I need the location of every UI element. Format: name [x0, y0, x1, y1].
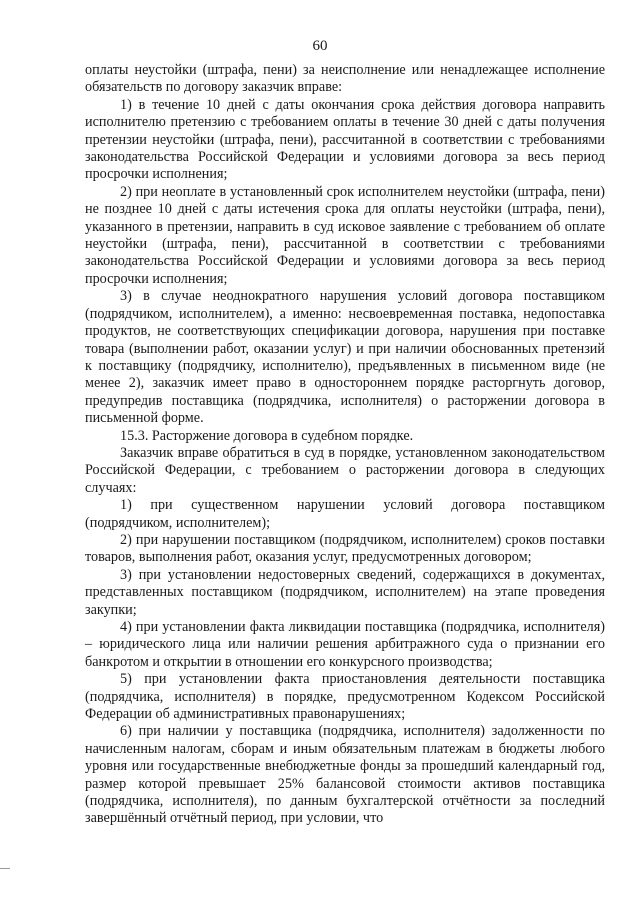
paragraph-case-6: 6) при наличии у поставщика (подрядчика, исполнителя) задолженности по начисленным налогам, сборам и иным обязательным платежам в бюджеты любого уровня или государственные внебюджетные фонды за прошедший календарный год, размер которой превышает 25% балансовой стоимости активов поставщика (подрядчика, исполнителя), по данным бухгалтерской отчётности за последний завершённый отчётный период, при условии, что: [85, 723, 605, 827]
paragraph-court-intro: Заказчик вправе обратиться в суд в порядке, установленном законодательством Российской Федерации, с требованием о расторжении договора в следующих случаях:: [85, 444, 605, 496]
paragraph-case-2: 2) при нарушении поставщиком (подрядчиком, исполнителем) сроков поставки товаров, выполнения работ, оказания услуг, предусмотренных договором;: [85, 531, 605, 566]
paragraph-case-5: 5) при установлении факта приостановления деятельности поставщика (подрядчика, исполнителя) в порядке, предусмотренном Кодексом Российской Федерации об административных правонарушениях;: [85, 671, 605, 723]
paragraph-case-1: 1) при существенном нарушении условий договора поставщиком (подрядчиком, исполнителем);: [85, 497, 605, 531]
page-number: 60: [312, 38, 328, 54]
paragraph-item-3-unilateral-termination: 3) в случае неоднократного нарушения условий договора поставщиком (подрядчиком, исполнителем), а именно: несвоевременная поставка, недопоставка продуктов, не соответствующих спецификации договора, нарушения при поставке товара (выполнении работ, оказании услуг) и при наличии обоснованных претензий к поставщику (подрядчику, исполнителю), предъявленных в письменном виде (не менее 2), заказчик имеет право в одностороннем порядке расторгнуть договор, предупредив поставщика (подрядчика, исполнителя) о расторжении договора в письменной форме.: [85, 288, 605, 427]
paragraph-case-3: 3) при установлении недостоверных сведений, содержащихся в документах, представленных поставщиком (подрядчиком, исполнителем) на этапе проведения закупки;: [85, 566, 605, 618]
scan-edge-mark: [0, 868, 10, 869]
paragraph-continuation: оплаты неустойки (штрафа, пени) за неисполнение или ненадлежащее исполнение обязательств по договору заказчик вправе:: [85, 62, 605, 96]
paragraph-item-1-claim: 1) в течение 10 дней с даты окончания срока действия договора направить исполнителю претензию с требованием оплаты в течение 30 дней с даты получения претензии неустойки (штрафа, пени), рассчитанной в соответствии с требованиями законодательства Российской Федерации и условиями договора за весь период просрочки исполнения;: [85, 96, 605, 183]
document-body: [85, 62, 605, 828]
paragraph-item-2-lawsuit: 2) при неоплате в установленный срок исполнителем неустойки (штрафа, пени) не позднее 10 дней с даты истечения срока для оплаты неустойки (штрафа, пени), указанного в претензии, направить в суд исковое заявление с требованием об оплате неустойки (штрафа, пени), рассчитанной в соответствии с требованиями законодательства Российской Федерации и условиями договора за весь период просрочки исполнения;: [85, 183, 605, 287]
paragraph-case-4: 4) при установлении факта ликвидации поставщика (подрядчика, исполнителя) – юридического лица или наличии решения арбитражного суда о признании его банкротом и открытии в отношении его конкурсного производства;: [85, 619, 605, 670]
section-heading-15-3: 15.3. Расторжение договора в судебном порядке.: [120, 427, 414, 444]
